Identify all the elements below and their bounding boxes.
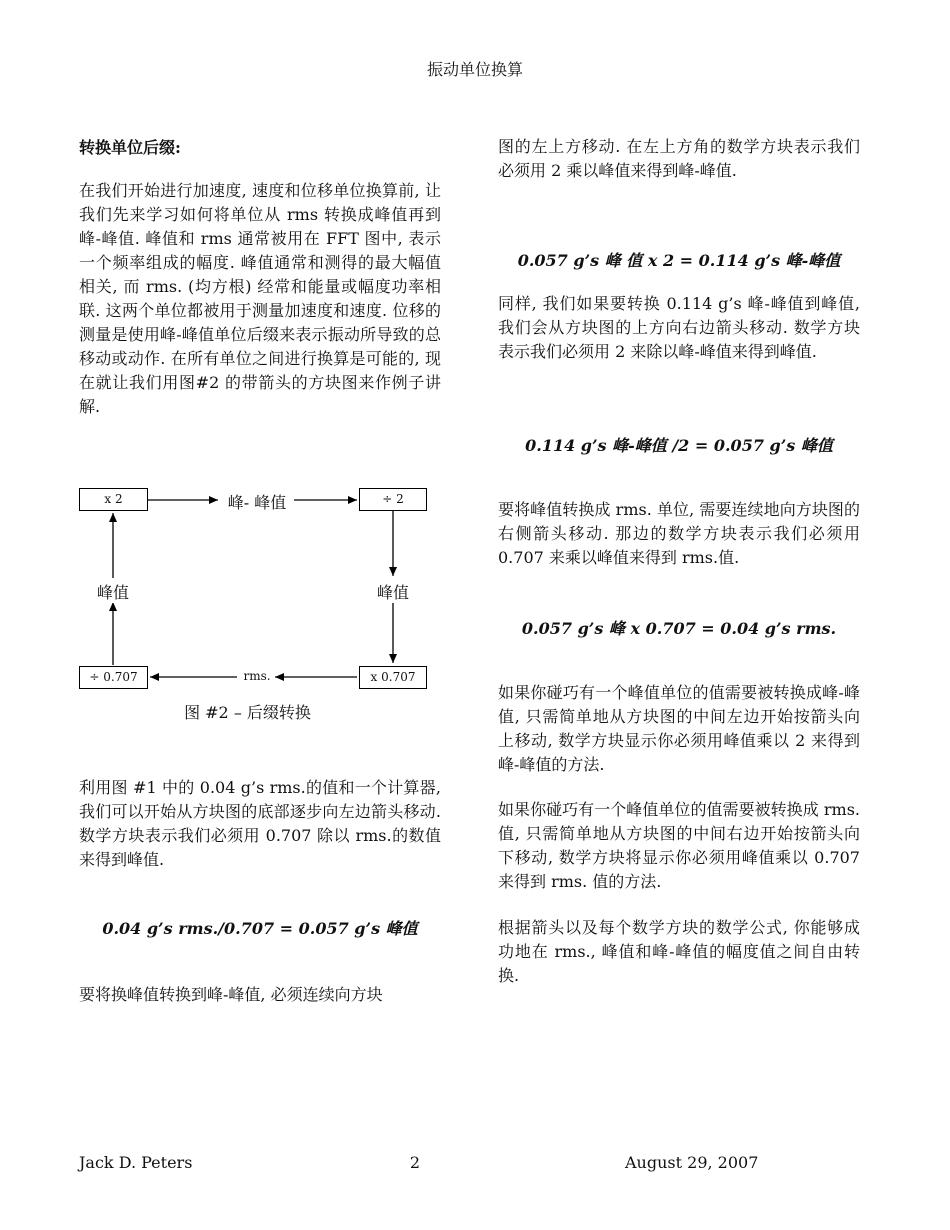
left-paragraph-1: 在我们开始进行加速度, 速度和位移单位换算前, 让我们先来学习如何将单位从 rms 转换成峰值再到峰-峰值. 峰值和 rms 通常被用在 FFT 图中, 表示一个频率组成的幅度. 峰值通常和测得的最大幅值相关, 而 rms. (均方根) 经常和能量或幅度功率相联. 这两个单位都被用于测量加速度和速度. 位移的测量是使用峰-峰值单位后缀来表示振动所导致的总移动或动作. 在所有单位之间进行换算是可能的, 现在就让我们用图#2 的带箭头的方块图来作例子讲解. xyxy=(79,181,441,416)
right-paragraph-3: 要将峰值转换成 rms. 单位, 需要连续地向方块图的右侧箭头移动. 那边的数学方块表示我们必须用 0.707 来乘以峰值来得到 rms.值. xyxy=(498,500,860,567)
right-equation-1: 0.057 g’s 峰 值 x 2 = 0.114 g’s 峰-峰值 xyxy=(517,251,841,270)
right-paragraph-4: 如果你碰巧有一个峰值单位的值需要被转换成峰-峰值, 只需简单地从方块图的中间左边开始按箭头向上移动, 数学方块显示你必须用峰值乘以 2 来得到峰-峰值的方法. xyxy=(498,683,860,774)
page-header-title: 振动单位换算 xyxy=(426,60,523,79)
footer-page-number: 2 xyxy=(409,1153,421,1172)
section-heading: 转换单位后缀: xyxy=(79,138,181,157)
right-paragraph-2: 同样, 我们如果要转换 0.114 g’s 峰-峰值到峰值, 我们会从方块图的上方向右边箭头移动. 数学方块表示我们必须用 2 来除以峰-峰值来得到峰值. xyxy=(498,294,860,361)
label-peak-to-peak: 峰- 峰值 xyxy=(222,490,292,513)
right-equation-3: 0.057 g’s 峰 x 0.707 = 0.04 g’s rms. xyxy=(521,619,837,638)
right-paragraph-6: 根据箭头以及每个数学方块的数学公式, 你能够成功地在 rms., 峰值和峰-峰值的幅度值之间自由转换. xyxy=(498,918,860,985)
box-divide-2: ÷ 2 xyxy=(359,488,427,511)
left-paragraph-3: 要将换峰值转换到峰-峰值, 必须连续向方块 xyxy=(79,985,383,1004)
left-paragraph-2: 利用图 #1 中的 0.04 g’s rms.的值和一个计算器, 我们可以开始从方块图的底部逐步向左边箭头移动. 数学方块表示我们必须用 0.707 除以 rms.的数值来得到峰值. xyxy=(79,778,441,869)
footer-date: August 29, 2007 xyxy=(625,1153,759,1172)
right-equation-2: 0.114 g’s 峰-峰值 /2 = 0.057 g’s 峰值 xyxy=(525,436,833,455)
left-equation-1: 0.04 g’s rms./0.707 = 0.057 g’s 峰值 xyxy=(102,919,418,938)
figure-caption: 图 #2 – 后缀转换 xyxy=(184,703,311,722)
right-paragraph-5: 如果你碰巧有一个峰值单位的值需要被转换成 rms.值, 只需简单地从方块图的中间右边开始按箭头向下移动, 数学方块将显示你必须用峰值乘以 0.707 来得到 rms. 值的方法. xyxy=(498,800,860,891)
right-paragraph-1: 图的左上方移动. 在左上方角的数学方块表示我们必须用 2 乘以峰值来得到峰-峰值. xyxy=(498,137,860,180)
box-multiply-0707: x 0.707 xyxy=(359,666,427,689)
box-multiply-2: x 2 xyxy=(79,488,148,511)
label-rms: rms. xyxy=(240,669,274,683)
label-peak-right: 峰值 xyxy=(368,580,418,603)
footer-author: Jack D. Peters xyxy=(79,1153,193,1172)
label-peak-left: 峰值 xyxy=(88,580,138,603)
box-divide-0707: ÷ 0.707 xyxy=(79,666,148,689)
